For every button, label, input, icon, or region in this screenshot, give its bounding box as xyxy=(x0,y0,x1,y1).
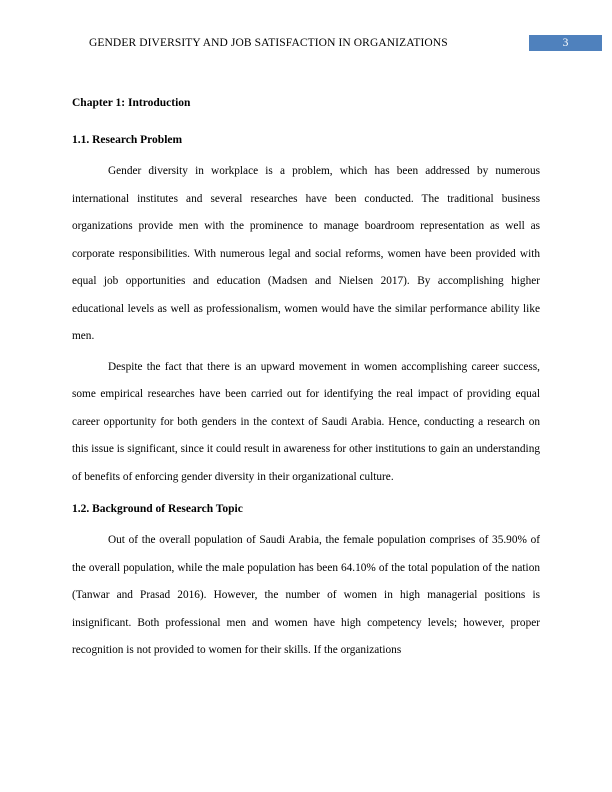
paragraph: Out of the overall population of Saudi Arabia, the female population comprises of 35.90% of the overall population, while the male population has been 64.10% of the total population of the nation (Tanwar and Prasad 2016). However, the number of women in high managerial positions is insignificant. Both professional men and women have high competency levels; however, proper recognition is not provided to women for their skills. If the organizations xyxy=(72,534,540,656)
section-heading-research-problem: 1.1. Research Problem xyxy=(72,134,183,146)
running-head-title: GENDER DIVERSITY AND JOB SATISFACTION IN ORGANIZATIONS xyxy=(89,37,448,49)
section-heading-background: 1.2. Background of Research Topic xyxy=(72,503,243,515)
chapter-heading: Chapter 1: Introduction xyxy=(72,97,191,109)
page-number-badge: 3 xyxy=(529,35,602,51)
paragraph: Despite the fact that there is an upward movement in women accomplishing career success, some empirical researches have been carried out for identifying the real impact of providing equal career opportunity for both genders in the context of Saudi Arabia. Hence, conducting a research on this issue is significant, since it could result in awareness for other institutions to gain an understanding of benefits of enforcing gender diversity in their organizational culture. xyxy=(72,360,540,483)
document-body xyxy=(72,95,540,668)
paragraph: Gender diversity in workplace is a problem, which has been addressed by numerous international institutes and several researches have been conducted. The traditional business organizations provide men with the prominence to manage boardroom representation as well as corporate responsibilities. With numerous legal and social reforms, women have been provided with equal job opportunities and education (Madsen and Nielsen 2017). By accomplishing higher educational levels as well as professionalism, women would have the similar performance ability like men. xyxy=(72,165,540,342)
